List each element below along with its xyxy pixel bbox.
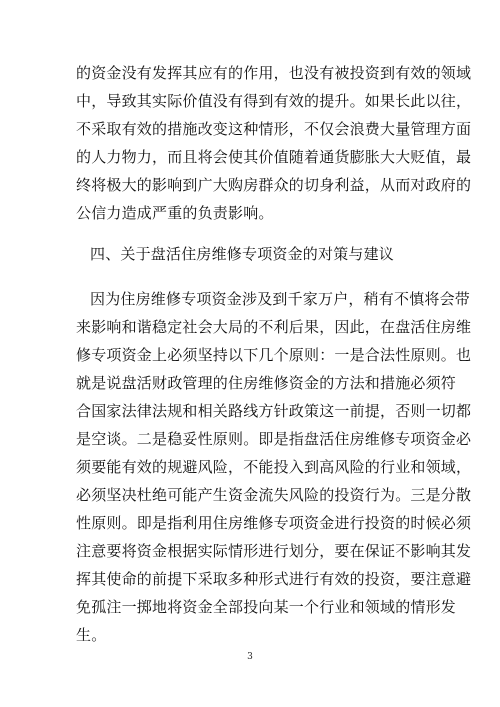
page-number: 3 (247, 652, 253, 662)
paragraph-line: 是空谈。二是稳妥性原则。即是指盘活住房维修专项资金必 (76, 430, 472, 448)
paragraph-line: 合国家法律法规和相关路线方针政策这一前提，否则一切都 (76, 402, 472, 420)
paragraph-line: 的人力物力，而且将会使其价值随着通货膨胀大大贬值，最 (76, 148, 472, 166)
paragraph-line: 性原则。即是指利用住房维修专项资金进行投资的时候必须 (76, 514, 472, 532)
section-heading (76, 240, 426, 268)
paragraph-line: 须要能有效的规避风险，不能投入到高风险的行业和领域， (76, 458, 472, 476)
paragraph-line: 挥其使命的前提下采取多种形式进行有效的投资，要注意避 (76, 570, 472, 588)
paragraph-principles (76, 285, 472, 649)
paragraph-line: 公信力造成严重的负责影响。 (76, 204, 274, 222)
paragraph-line: 中，导致其实际价值没有得到有效的提升。如果长此以往， (76, 92, 472, 110)
section-heading-text: 四、关于盘活住房维修专项资金的对策与建议 (90, 245, 395, 263)
paragraph-line: 不采取有效的措施改变这种情形，不仅会浪费大量管理方面 (76, 120, 472, 138)
paragraph-line: 免孤注一掷地将资金全部投向某一个行业和领域的情形发 (76, 598, 457, 616)
paragraph-line: 因为住房维修专项资金涉及到千家万户，稍有不慎将会带 (90, 290, 471, 308)
paragraph-line: 修专项资金上必须坚持以下几个原则：一是合法性原则。也 (76, 346, 472, 364)
paragraph-line: 终将极大的影响到广大购房群众的切身利益，从而对政府的 (76, 176, 472, 194)
paragraph-line: 来影响和谐稳定社会大局的不利后果，因此，在盘活住房维 (76, 318, 472, 336)
paragraph-line: 注意要将资金根据实际情形进行划分，要在保证不影响其发 (76, 542, 472, 560)
paragraph-line: 就是说盘活财政管理的住房维修资金的方法和措施必须符 (76, 374, 457, 392)
paragraph-continued (76, 59, 472, 227)
paragraph-line: 必须坚决杜绝可能产生资金流失风险的投资行为。三是分散 (76, 486, 472, 504)
paragraph-line: 的资金没有发挥其应有的作用，也没有被投资到有效的领域 (76, 64, 472, 82)
paragraph-line: 生。 (76, 626, 107, 644)
